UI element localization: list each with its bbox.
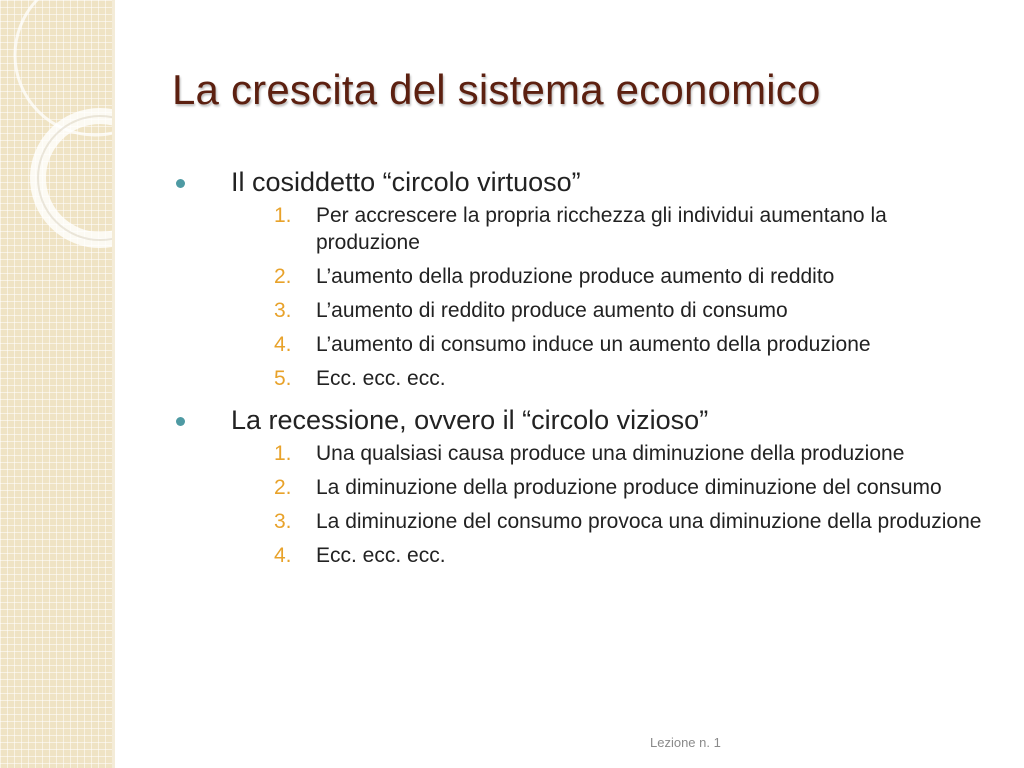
list-number: 4. — [274, 333, 292, 356]
decorative-circles — [0, 0, 112, 768]
bullet-item-text: La recessione, ovvero il “circolo vizioso” — [231, 405, 709, 435]
list-number: 4. — [274, 544, 292, 567]
list-item-text: L’aumento di consumo induce un aumento della produzione — [316, 333, 871, 356]
list-item — [274, 542, 1002, 569]
list-item — [274, 365, 1002, 392]
slide-footer: Lezione n. 1 — [650, 735, 721, 750]
numbered-list — [231, 202, 1002, 392]
bullet-dot-icon — [176, 179, 185, 188]
bullet-item-vicious-circle — [172, 402, 1002, 569]
list-item — [274, 474, 1002, 501]
list-item-text: Una qualsiasi causa produce una diminuzione della produzione — [316, 442, 905, 465]
slide-title: La crescita del sistema economico — [172, 66, 821, 113]
bullet-item-virtuous-circle — [172, 164, 1002, 392]
sidebar-edge — [112, 0, 115, 768]
list-item-text: La diminuzione della produzione produce diminuzione del consumo — [316, 476, 942, 499]
list-number: 5. — [274, 367, 292, 390]
list-item-text: Per accrescere la propria ricchezza gli individui aumentano la produzione — [316, 204, 887, 254]
list-item — [274, 331, 1002, 358]
list-number: 2. — [274, 476, 292, 499]
list-item — [274, 508, 1002, 535]
list-number: 1. — [274, 204, 292, 227]
list-item-text: La diminuzione del consumo provoca una diminuzione della produzione — [316, 510, 982, 533]
decorative-sidebar — [0, 0, 112, 768]
list-item — [274, 297, 1002, 324]
list-item-text: L’aumento della produzione produce aumento di reddito — [316, 265, 835, 288]
list-number: 1. — [274, 442, 292, 465]
list-item — [274, 440, 1002, 467]
list-item-text: Ecc. ecc. ecc. — [316, 367, 446, 390]
numbered-list — [231, 440, 1002, 569]
slide-content — [172, 164, 1002, 576]
list-item-text: L’aumento di reddito produce aumento di consumo — [316, 299, 788, 322]
list-item — [274, 263, 1002, 290]
list-number: 3. — [274, 299, 292, 322]
bullet-item-text: Il cosiddetto “circolo virtuoso” — [231, 167, 581, 197]
list-number: 2. — [274, 265, 292, 288]
list-number: 3. — [274, 510, 292, 533]
list-item — [274, 202, 1002, 256]
bullet-dot-icon — [176, 417, 185, 426]
list-item-text: Ecc. ecc. ecc. — [316, 544, 446, 567]
